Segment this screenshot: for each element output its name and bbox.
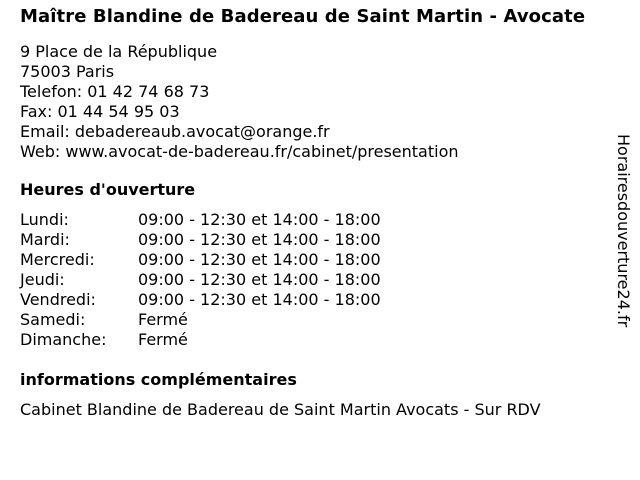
hours-day: Lundi: (20, 210, 69, 229)
web-line: Web: www.avocat-de-badereau.fr/cabinet/presentation (20, 142, 459, 161)
info-text: Cabinet Blandine de Badereau de Saint Martin Avocats - Sur RDV (20, 400, 541, 419)
hours-row-monday (20, 210, 610, 230)
hours-day: Vendredi: (20, 290, 96, 309)
hours-row-saturday (20, 310, 610, 330)
address-city: 75003 Paris (20, 62, 115, 81)
hours-time: 09:00 - 12:30 et 14:00 - 18:00 (138, 290, 381, 309)
address-street: 9 Place de la République (20, 42, 218, 61)
email-line: Email: debadereaub.avocat@orange.fr (20, 122, 330, 141)
hours-time: 09:00 - 12:30 et 14:00 - 18:00 (138, 230, 381, 249)
hours-time: 09:00 - 12:30 et 14:00 - 18:00 (138, 250, 381, 269)
page-title: Maître Blandine de Badereau de Saint Martin - Avocate (20, 6, 586, 27)
hours-row-friday (20, 290, 610, 310)
hours-day: Mercredi: (20, 250, 95, 269)
hours-heading: Heures d'ouverture (20, 180, 196, 199)
hours-day: Samedi: (20, 310, 86, 329)
hours-day: Jeudi: (20, 270, 65, 289)
hours-row-tuesday (20, 230, 610, 250)
hours-table (20, 210, 610, 350)
hours-time: Fermé (138, 310, 188, 329)
hours-row-wednesday (20, 250, 610, 270)
info-heading: informations complémentaires (20, 370, 297, 389)
hours-time: Fermé (138, 330, 188, 349)
hours-day: Mardi: (20, 230, 70, 249)
phone-line: Telefon: 01 42 74 68 73 (20, 82, 210, 101)
hours-time: 09:00 - 12:30 et 14:00 - 18:00 (138, 210, 381, 229)
contact-block (20, 42, 610, 162)
business-card (20, 6, 610, 420)
hours-row-thursday (20, 270, 610, 290)
fax-line: Fax: 01 44 54 95 03 (20, 102, 180, 121)
site-watermark: Horairesdouverture24.fr (614, 134, 633, 328)
hours-time: 09:00 - 12:30 et 14:00 - 18:00 (138, 270, 381, 289)
hours-row-sunday (20, 330, 610, 350)
hours-day: Dimanche: (20, 330, 107, 349)
